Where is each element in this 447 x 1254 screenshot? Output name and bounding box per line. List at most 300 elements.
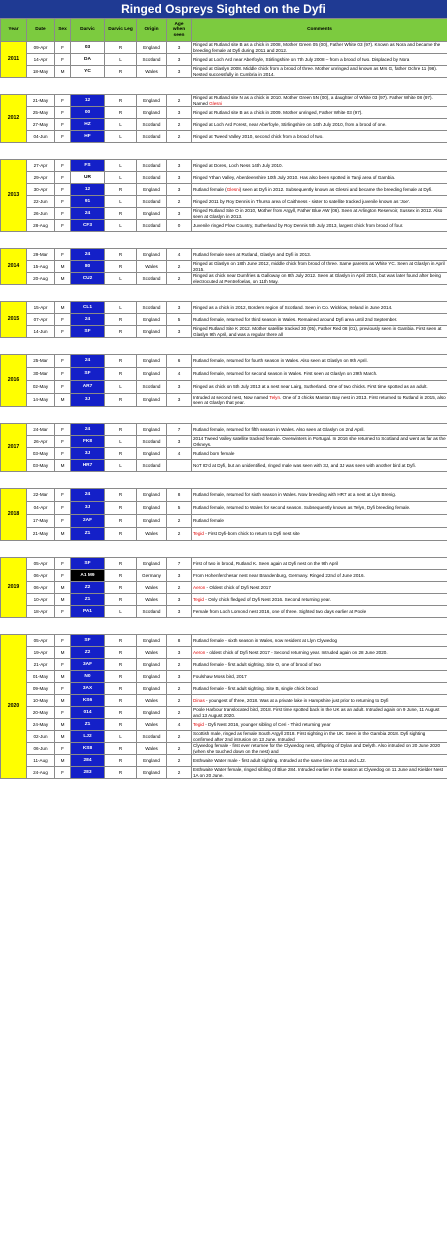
- comment-text: First of two in brood, Rutland K. Seen again at Dyfi nest on the 9th April: [193, 560, 339, 566]
- age-cell: 3: [167, 436, 192, 448]
- header-row: [1, 19, 447, 42]
- age-cell: 3: [167, 302, 192, 314]
- age-cell: 3: [167, 647, 192, 659]
- darvic-leg-cell: L: [105, 220, 137, 232]
- darvic-leg-cell: R: [105, 635, 137, 647]
- origin-cell: Scotland: [137, 731, 167, 743]
- darvic-cell: 2AF: [71, 515, 105, 528]
- comments-cell: [192, 570, 447, 582]
- comment-text: Rutland female, returned to Wales for second season. Subsequently known as Telyn, Dyfi breeding female.: [193, 505, 411, 511]
- age-cell: 2: [167, 119, 192, 131]
- sex-cell: F: [55, 314, 71, 326]
- comments-cell: [192, 743, 447, 755]
- darvic-leg-cell: R: [105, 719, 137, 731]
- comment-text: - oldest chick of Dyfi Nest 2017 - Second returning year. Intruded again on 28 June 2020.: [205, 649, 388, 655]
- darvic-cell: LJ2: [71, 731, 105, 743]
- age-cell: 3: [167, 394, 192, 407]
- origin-cell: Germany: [137, 570, 167, 582]
- table-row: [1, 707, 447, 719]
- table-row: [1, 767, 447, 779]
- darvic-cell: 3AF: [71, 659, 105, 671]
- age-cell: 3: [167, 160, 192, 172]
- table-row: [1, 208, 447, 220]
- origin-cell: England: [137, 355, 167, 368]
- sex-cell: M: [55, 755, 71, 767]
- darvic-leg-cell: R: [105, 424, 137, 436]
- darvic-leg-cell: L: [105, 160, 137, 172]
- comment-text: Ringed Rutland Site O in 2010, Mother from Argyll, Father Blue AW (06). Seen at Arlington Reservoir, Sussex in 2012. Also seen at Glaslyn in 2013.: [193, 208, 443, 219]
- date-cell: 21-Apr: [27, 659, 55, 671]
- comments-cell: [192, 66, 447, 78]
- table-row: [1, 131, 447, 143]
- comments-cell: [192, 424, 447, 436]
- table-body: [1, 42, 447, 779]
- darvic-leg-cell: R: [105, 95, 137, 107]
- darvic-cell: 3AX: [71, 683, 105, 695]
- darvic-cell: N0: [71, 671, 105, 683]
- darvic-leg-cell: R: [105, 582, 137, 594]
- spacer-cell: [1, 232, 447, 249]
- origin-cell: England: [137, 707, 167, 719]
- table-row: [1, 172, 447, 184]
- date-cell: 27-Apr: [27, 160, 55, 172]
- date-cell: 28-Aug: [27, 220, 55, 232]
- origin-cell: Wales: [137, 647, 167, 659]
- comments-cell: [192, 119, 447, 131]
- darvic-cell: 014: [71, 707, 105, 719]
- table-row: [1, 368, 447, 381]
- sex-cell: F: [55, 570, 71, 582]
- comments-cell: [192, 131, 447, 143]
- group-spacer: [1, 541, 447, 558]
- table-row: [1, 570, 447, 582]
- darvic-leg-cell: R: [105, 767, 137, 779]
- origin-cell: Scotland: [137, 381, 167, 394]
- darvic-cell: DA: [71, 54, 105, 66]
- comments-cell: [192, 436, 447, 448]
- table-row: [1, 436, 447, 448]
- comments-cell: [192, 326, 447, 338]
- comment-text: Scottish male, ringed as female South Argyll 2018. First sighting in the UK. Seen in the Gambia 2018. Dyfi sighting confirmed after 2nd intrusion on 13 June. Intruded: [193, 731, 426, 742]
- sex-cell: F: [55, 606, 71, 618]
- date-cell: 24-Mar: [27, 424, 55, 436]
- table-row: [1, 424, 447, 436]
- age-cell: 2: [167, 95, 192, 107]
- darvic-cell: AR7: [71, 381, 105, 394]
- comment-text: Poole Harbour translocated bird, 2018. First time spotted back in the UK as an adult. Intruded again on 9 June, 11 August and 13 August 2020.: [193, 707, 440, 718]
- sex-cell: M: [55, 647, 71, 659]
- table-row: [1, 719, 447, 731]
- comments-cell: [192, 160, 447, 172]
- origin-cell: England: [137, 502, 167, 515]
- origin-cell: Scotland: [137, 119, 167, 131]
- darvic-leg-cell: R: [105, 261, 137, 273]
- sex-cell: M: [55, 731, 71, 743]
- origin-cell: England: [137, 208, 167, 220]
- spacer-cell: [1, 78, 447, 95]
- date-cell: 19-Apr: [27, 647, 55, 659]
- date-cell: 30-Apr: [27, 184, 55, 196]
- comment-text: Juvenile ringed Flow Country, Sutherland by Roy Dennis 5th July 2013, largest chick from brood of four.: [193, 222, 404, 228]
- age-cell: 0: [167, 220, 192, 232]
- darvic-leg-cell: R: [105, 528, 137, 541]
- origin-cell: Wales: [137, 594, 167, 606]
- comment-text: NoT ID'd at Dyfi, but an unidentified, ringed male was seen with 3J, and 3J was seen with another bird at Dyfi.: [193, 462, 416, 468]
- sex-cell: M: [55, 582, 71, 594]
- origin-cell: England: [137, 314, 167, 326]
- darvic-leg-cell: R: [105, 594, 137, 606]
- sex-cell: F: [55, 368, 71, 381]
- darvic-leg-cell: L: [105, 606, 137, 618]
- group-spacer: [1, 78, 447, 95]
- origin-cell: Wales: [137, 528, 167, 541]
- comment-text: . One of 3 chicks Manton Bay nest in 2013. First returned to Rutland in 2015, also seen at Glaslyn that year.: [193, 394, 446, 405]
- darvic-leg-cell: L: [105, 731, 137, 743]
- darvic-cell: Z2: [71, 647, 105, 659]
- date-cell: 21-May: [27, 95, 55, 107]
- comment-text: - Only chick fledged of Dyfi Nest 2016. Second returning year.: [203, 596, 331, 602]
- origin-cell: England: [137, 635, 167, 647]
- origin-cell: England: [137, 671, 167, 683]
- comments-cell: [192, 208, 447, 220]
- comment-text: Foulshaw Moss bird, 2017: [193, 673, 247, 679]
- table-row: [1, 606, 447, 618]
- sex-cell: M: [55, 528, 71, 541]
- comment-text: Rutland born female: [193, 450, 235, 456]
- darvic-cell: CU2: [71, 273, 105, 285]
- comment-text: Ringed at Rutland site B as a chick in 2009. Mother unringed, Father White 03 (97).: [193, 109, 363, 115]
- darvic-cell: 284: [71, 755, 105, 767]
- age-cell: 8: [167, 489, 192, 502]
- comment-text: Rutland female - first adult sighting. Site O, one of brood of two: [193, 661, 321, 667]
- darvic-cell: 24: [71, 489, 105, 502]
- date-cell: 14-Apr: [27, 54, 55, 66]
- comment-text: - Dyfi Nest 2016, younger sibling of Ceri - Third returning year: [203, 721, 331, 727]
- origin-cell: Wales: [137, 261, 167, 273]
- column-header: Darvic Leg: [105, 19, 137, 42]
- comments-cell: [192, 671, 447, 683]
- comments-cell: [192, 368, 447, 381]
- origin-cell: Scotland: [137, 436, 167, 448]
- age-cell: 2: [167, 767, 192, 779]
- date-cell: 20-May: [27, 707, 55, 719]
- darvic-leg-cell: R: [105, 355, 137, 368]
- comment-text: - Oldest chick of Dyfi Nest 2017: [205, 584, 271, 590]
- table-row: [1, 326, 447, 338]
- comments-cell: [192, 220, 447, 232]
- darvic-cell: YC: [71, 66, 105, 78]
- year-cell: 2013: [1, 160, 27, 232]
- sex-cell: M: [55, 394, 71, 407]
- sex-cell: M: [55, 671, 71, 683]
- darvic-leg-cell: R: [105, 184, 137, 196]
- origin-cell: Wales: [137, 582, 167, 594]
- comments-cell: [192, 107, 447, 119]
- sex-cell: M: [55, 460, 71, 472]
- comments-cell: [192, 95, 447, 107]
- darvic-cell: FK8: [71, 436, 105, 448]
- comments-cell: [192, 273, 447, 285]
- spacer-cell: [1, 618, 447, 635]
- table-row: [1, 731, 447, 743]
- comment-text: Rutland female - sixth season in Wales, now resident at Llyn Clywedog: [193, 637, 338, 643]
- comment-text: From Hohenferchesar nest near Brandenburg, Germany. Ringed 22nd of June 2016.: [193, 572, 365, 578]
- darvic-cell: 80: [71, 261, 105, 273]
- spacer-cell: [1, 285, 447, 302]
- age-cell: 3: [167, 606, 192, 618]
- comments-cell: [192, 719, 447, 731]
- age-cell: 3: [167, 570, 192, 582]
- origin-cell: England: [137, 515, 167, 528]
- sex-cell: M: [55, 66, 71, 78]
- sex-cell: F: [55, 707, 71, 719]
- comment-text: Rutland female, returned for fourth season in Wales. Also seen at Glaslyn on 9th April.: [193, 358, 368, 364]
- comment-text: Rutland female, returned for fifth season in Wales. Also seen at Glaslyn on 2nd April.: [193, 426, 365, 432]
- sex-cell: F: [55, 436, 71, 448]
- comment-text: Ringed at Rutland site B as a chick in 2008, Mother Green 05 (00), Father White 03 (97). Known as Nora and became the breeding female at Dyfi during 2011 and 2012.: [193, 42, 441, 53]
- sex-cell: M: [55, 719, 71, 731]
- darvic-leg-cell: R: [105, 743, 137, 755]
- origin-cell: England: [137, 184, 167, 196]
- year-cell: 2016: [1, 355, 27, 407]
- comments-cell: [192, 683, 447, 695]
- age-cell: 2: [167, 755, 192, 767]
- darvic-cell: Z1: [71, 594, 105, 606]
- comments-cell: [192, 594, 447, 606]
- comments-cell: [192, 707, 447, 719]
- bird-name: Dinas: [193, 697, 205, 703]
- sex-cell: F: [55, 131, 71, 143]
- darvic-leg-cell: L: [105, 302, 137, 314]
- darvic-leg-cell: R: [105, 394, 137, 407]
- comments-cell: [192, 42, 447, 54]
- darvic-cell: 3J: [71, 448, 105, 460]
- sex-cell: F: [55, 42, 71, 54]
- origin-cell: Scotland: [137, 160, 167, 172]
- comment-text: Ringed at Glaslyn on 18th June 2012, middle chick from brood of three. Same parents as White YC. Seen at Glaslyn in April 2015.: [193, 261, 445, 272]
- origin-cell: Wales: [137, 719, 167, 731]
- comments-cell: [192, 659, 447, 671]
- darvic-cell: HF: [71, 131, 105, 143]
- sex-cell: F: [55, 196, 71, 208]
- table-row: [1, 594, 447, 606]
- column-header: Sex: [55, 19, 71, 42]
- darvic-cell: 3J: [71, 394, 105, 407]
- sex-cell: F: [55, 355, 71, 368]
- page-title: Ringed Ospreys Sighted on the Dyfi: [0, 0, 447, 18]
- sex-cell: M: [55, 273, 71, 285]
- comment-text: Female from Loch Lomond nest 2016, one of three. Sighted two days earlier at Poole: [193, 608, 367, 614]
- date-cell: 15-Apr: [27, 302, 55, 314]
- table-row: [1, 261, 447, 273]
- group-spacer: [1, 232, 447, 249]
- darvic-leg-cell: R: [105, 659, 137, 671]
- year-cell: 2020: [1, 635, 27, 779]
- age-cell: [167, 460, 192, 472]
- date-cell: 25-May: [27, 107, 55, 119]
- age-cell: 3: [167, 42, 192, 54]
- comments-cell: [192, 184, 447, 196]
- origin-cell: England: [137, 683, 167, 695]
- comments-cell: [192, 381, 447, 394]
- year-cell: 2018: [1, 489, 27, 541]
- origin-cell: Scotland: [137, 54, 167, 66]
- comments-cell: [192, 196, 447, 208]
- age-cell: 4: [167, 249, 192, 261]
- age-cell: 6: [167, 355, 192, 368]
- comment-text: Ringed as chick on 5th July 2013 at a nest near Lairg, Sutherland. One of two chicks. First time spotted as an adult.: [193, 384, 428, 390]
- group-spacer: [1, 407, 447, 424]
- sex-cell: F: [55, 683, 71, 695]
- table-row: [1, 671, 447, 683]
- darvic-leg-cell: R: [105, 515, 137, 528]
- darvic-cell: HZ: [71, 119, 105, 131]
- spacer-cell: [1, 143, 447, 160]
- age-cell: 2: [167, 273, 192, 285]
- spacer-cell: [1, 338, 447, 355]
- table-row: [1, 107, 447, 119]
- origin-cell: Scotland: [137, 460, 167, 472]
- darvic-leg-cell: R: [105, 647, 137, 659]
- table-row: [1, 755, 447, 767]
- darvic-cell: A1 M9: [71, 570, 105, 582]
- comments-cell: [192, 355, 447, 368]
- age-cell: 2: [167, 261, 192, 273]
- comment-text: Ringed at Rutland site N as a chick in 2010. Mother Green 5N (00), a daughter of White 03 (97). Father White 08 (97). Named: [193, 95, 433, 106]
- origin-cell: Wales: [137, 66, 167, 78]
- darvic-leg-cell: R: [105, 570, 137, 582]
- darvic-leg-cell: R: [105, 695, 137, 707]
- origin-cell: England: [137, 42, 167, 54]
- table-row: [1, 54, 447, 66]
- group-spacer: [1, 338, 447, 355]
- darvic-cell: 3J: [71, 502, 105, 515]
- age-cell: 3: [167, 172, 192, 184]
- table-row: [1, 355, 447, 368]
- date-cell: 17-May: [27, 515, 55, 528]
- darvic-leg-cell: L: [105, 436, 137, 448]
- comments-cell: [192, 558, 447, 570]
- comments-cell: [192, 606, 447, 618]
- comments-cell: [192, 755, 447, 767]
- darvic-cell: Z2: [71, 582, 105, 594]
- comment-text: Ringed as a chick in 2012, Borders region of Scotland. Seen in Co. Wicklow, Ireland in June 2014.: [193, 304, 393, 310]
- darvic-leg-cell: L: [105, 196, 137, 208]
- age-cell: 5: [167, 314, 192, 326]
- sex-cell: M: [55, 594, 71, 606]
- sex-cell: F: [55, 220, 71, 232]
- comment-text: Intruded at second nest, Now named: [193, 394, 270, 400]
- comment-text: Rutland female, returned for sixth season in Wales. Now breeding with HR7 at a nest at Llyn Brenig.: [193, 492, 397, 498]
- comments-cell: [192, 635, 447, 647]
- comment-text: Ringed at Loch Ard Forest, near Aberfoyle, Stirlingshire on 14th July 2010, from a brood of one.: [193, 121, 387, 127]
- comments-cell: [192, 172, 447, 184]
- table-row: [1, 528, 447, 541]
- date-cell: 18-Apr: [27, 606, 55, 618]
- sex-cell: F: [55, 515, 71, 528]
- table-row: [1, 647, 447, 659]
- comment-text: Ringed Rutland Site K 2012. Mother satellite tracked 30 (05), Father Red 08 (01), previously seen in Gambia. First seen at Glaslyn 9th April, and was a regular there all: [193, 326, 442, 337]
- age-cell: 3: [167, 66, 192, 78]
- darvic-cell: SF: [71, 326, 105, 338]
- age-cell: 2: [167, 515, 192, 528]
- table-row: [1, 515, 447, 528]
- origin-cell: England: [137, 558, 167, 570]
- table-row: [1, 66, 447, 78]
- bird-name: Glesni: [226, 186, 240, 192]
- age-cell: 4: [167, 719, 192, 731]
- origin-cell: England: [137, 368, 167, 381]
- date-cell: 03-May: [27, 448, 55, 460]
- darvic-cell: KS8: [71, 743, 105, 755]
- darvic-cell: 12: [71, 184, 105, 196]
- darvic-cell: 24: [71, 314, 105, 326]
- table-row: [1, 184, 447, 196]
- comments-cell: [192, 448, 447, 460]
- comments-cell: [192, 767, 447, 779]
- date-cell: 09-May: [27, 683, 55, 695]
- sex-cell: F: [55, 502, 71, 515]
- comments-cell: [192, 647, 447, 659]
- sex-cell: F: [55, 249, 71, 261]
- comment-text: Rutland female - first adult sighting. Site B, single chick brood: [193, 685, 318, 691]
- bird-name: Glesni: [209, 100, 223, 106]
- age-cell: 2: [167, 695, 192, 707]
- comment-text: Ringed at Loch Ard near Aberfoyle, Stirlingshire on 7th July 2008 – from a brood of two. Displaced by Nora: [193, 56, 410, 62]
- sex-cell: F: [55, 172, 71, 184]
- comment-text: Rutland female, returned for third season in Wales. Remained around Dyfi area until 2nd September.: [193, 316, 398, 322]
- darvic-leg-cell: R: [105, 489, 137, 502]
- table-row: [1, 683, 447, 695]
- date-cell: 05-Apr: [27, 558, 55, 570]
- comments-cell: [192, 502, 447, 515]
- origin-cell: England: [137, 326, 167, 338]
- bird-name: Aeron: [193, 584, 206, 590]
- darvic-leg-cell: R: [105, 42, 137, 54]
- date-cell: 02-May: [27, 381, 55, 394]
- comments-cell: [192, 302, 447, 314]
- darvic-leg-cell: R: [105, 107, 137, 119]
- age-cell: 3: [167, 326, 192, 338]
- darvic-leg-cell: R: [105, 326, 137, 338]
- darvic-leg-cell: L: [105, 460, 137, 472]
- table-row: [1, 220, 447, 232]
- comment-text: Ringed at Dores, Loch Ness 14th July 2010.: [193, 162, 283, 168]
- year-cell: 2015: [1, 302, 27, 338]
- comments-cell: [192, 460, 447, 472]
- sex-cell: F: [55, 107, 71, 119]
- age-cell: 2: [167, 731, 192, 743]
- table-row: [1, 502, 447, 515]
- origin-cell: England: [137, 249, 167, 261]
- darvic-cell: 24: [71, 424, 105, 436]
- date-cell: 06-Apr: [27, 582, 55, 594]
- date-cell: 15-Aug: [27, 261, 55, 273]
- age-cell: 3: [167, 54, 192, 66]
- sex-cell: F: [55, 489, 71, 502]
- darvic-cell: SF: [71, 635, 105, 647]
- date-cell: 11-Aug: [27, 755, 55, 767]
- sex-cell: F: [55, 659, 71, 671]
- origin-cell: Scotland: [137, 220, 167, 232]
- origin-cell: Scotland: [137, 172, 167, 184]
- darvic-leg-cell: L: [105, 131, 137, 143]
- origin-cell: Wales: [137, 695, 167, 707]
- date-cell: 14-May: [27, 394, 55, 407]
- date-cell: 10-May: [27, 695, 55, 707]
- table-row: [1, 95, 447, 107]
- date-cell: 27-May: [27, 119, 55, 131]
